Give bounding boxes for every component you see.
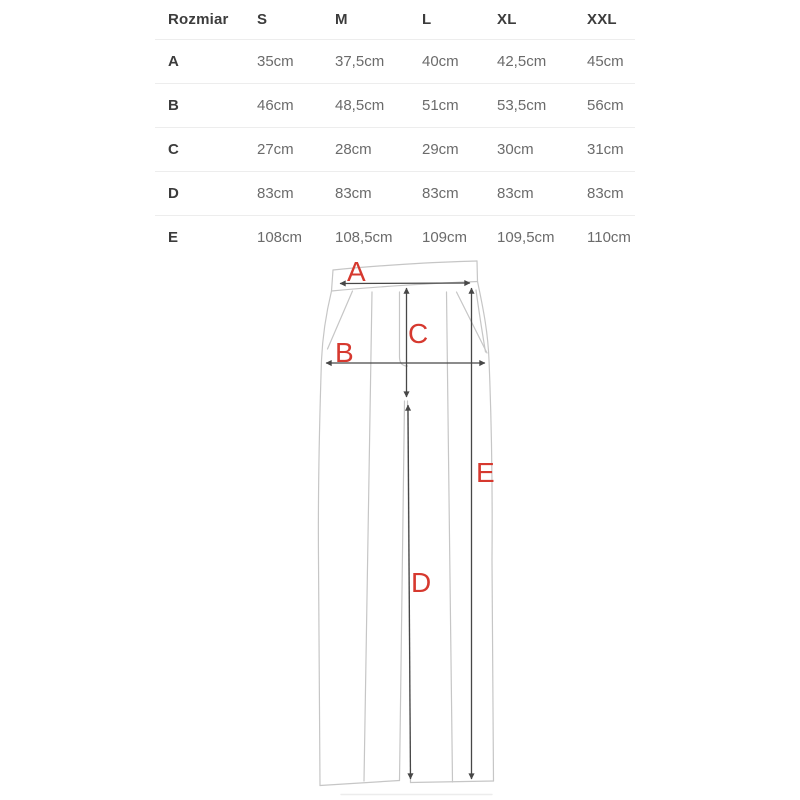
- cell-d-s: 83cm: [257, 185, 294, 202]
- cell-c-xxl: 31cm: [587, 141, 624, 158]
- waistband-left-edge: [332, 270, 334, 291]
- cell-e-xl: 109,5cm: [497, 229, 555, 246]
- cell-a-s: 35cm: [257, 53, 294, 70]
- cell-e-l: 109cm: [422, 229, 468, 246]
- row-label: B: [168, 97, 180, 114]
- column-header-xxl: XXL: [587, 11, 617, 28]
- row-label: C: [168, 141, 180, 158]
- cell-c-xl: 30cm: [497, 141, 534, 158]
- row-label: D: [168, 185, 180, 202]
- waistband-right-edge: [477, 261, 478, 282]
- cell-a-m: 37,5cm: [335, 53, 385, 70]
- label-b: B: [335, 337, 354, 368]
- cell-b-s: 46cm: [257, 97, 294, 114]
- cell-a-xxl: 45cm: [587, 53, 624, 70]
- cell-b-m: 48,5cm: [335, 97, 385, 114]
- cell-c-l: 29cm: [422, 141, 459, 158]
- column-header-xl: XL: [497, 11, 517, 28]
- column-header-m: M: [335, 11, 348, 28]
- right-crease-line: [447, 292, 453, 782]
- cell-e-s: 108cm: [257, 229, 303, 246]
- label-d: D: [411, 567, 432, 598]
- row-label: E: [168, 229, 179, 246]
- cell-a-xl: 42,5cm: [497, 53, 547, 70]
- cell-e-xxl: 110cm: [587, 229, 631, 246]
- cell-e-m: 108,5cm: [335, 229, 393, 246]
- cell-b-xxl: 56cm: [587, 97, 624, 114]
- right-outer-seam: [478, 282, 494, 782]
- row-label: A: [168, 53, 180, 70]
- left-crease-line: [364, 292, 372, 781]
- column-header-l: L: [422, 11, 432, 28]
- label-c: C: [408, 318, 429, 349]
- left-outer-seam: [318, 291, 331, 786]
- column-header-s: S: [257, 11, 268, 28]
- label-e: E: [476, 457, 495, 488]
- label-a: A: [347, 256, 366, 287]
- cell-b-xl: 53,5cm: [497, 97, 547, 114]
- cell-d-xxl: 83cm: [587, 185, 624, 202]
- dimension-labels: [335, 256, 495, 598]
- left-leg-hem: [320, 781, 400, 786]
- cell-a-l: 40cm: [422, 53, 459, 70]
- cell-d-l: 83cm: [422, 185, 459, 202]
- cell-c-s: 27cm: [257, 141, 294, 158]
- left-inseam: [400, 401, 405, 781]
- column-header-rozmiar: Rozmiar: [168, 11, 229, 28]
- cell-d-m: 83cm: [335, 185, 372, 202]
- cell-d-xl: 83cm: [497, 185, 534, 202]
- cell-c-m: 28cm: [335, 141, 372, 158]
- cell-b-l: 51cm: [422, 97, 459, 114]
